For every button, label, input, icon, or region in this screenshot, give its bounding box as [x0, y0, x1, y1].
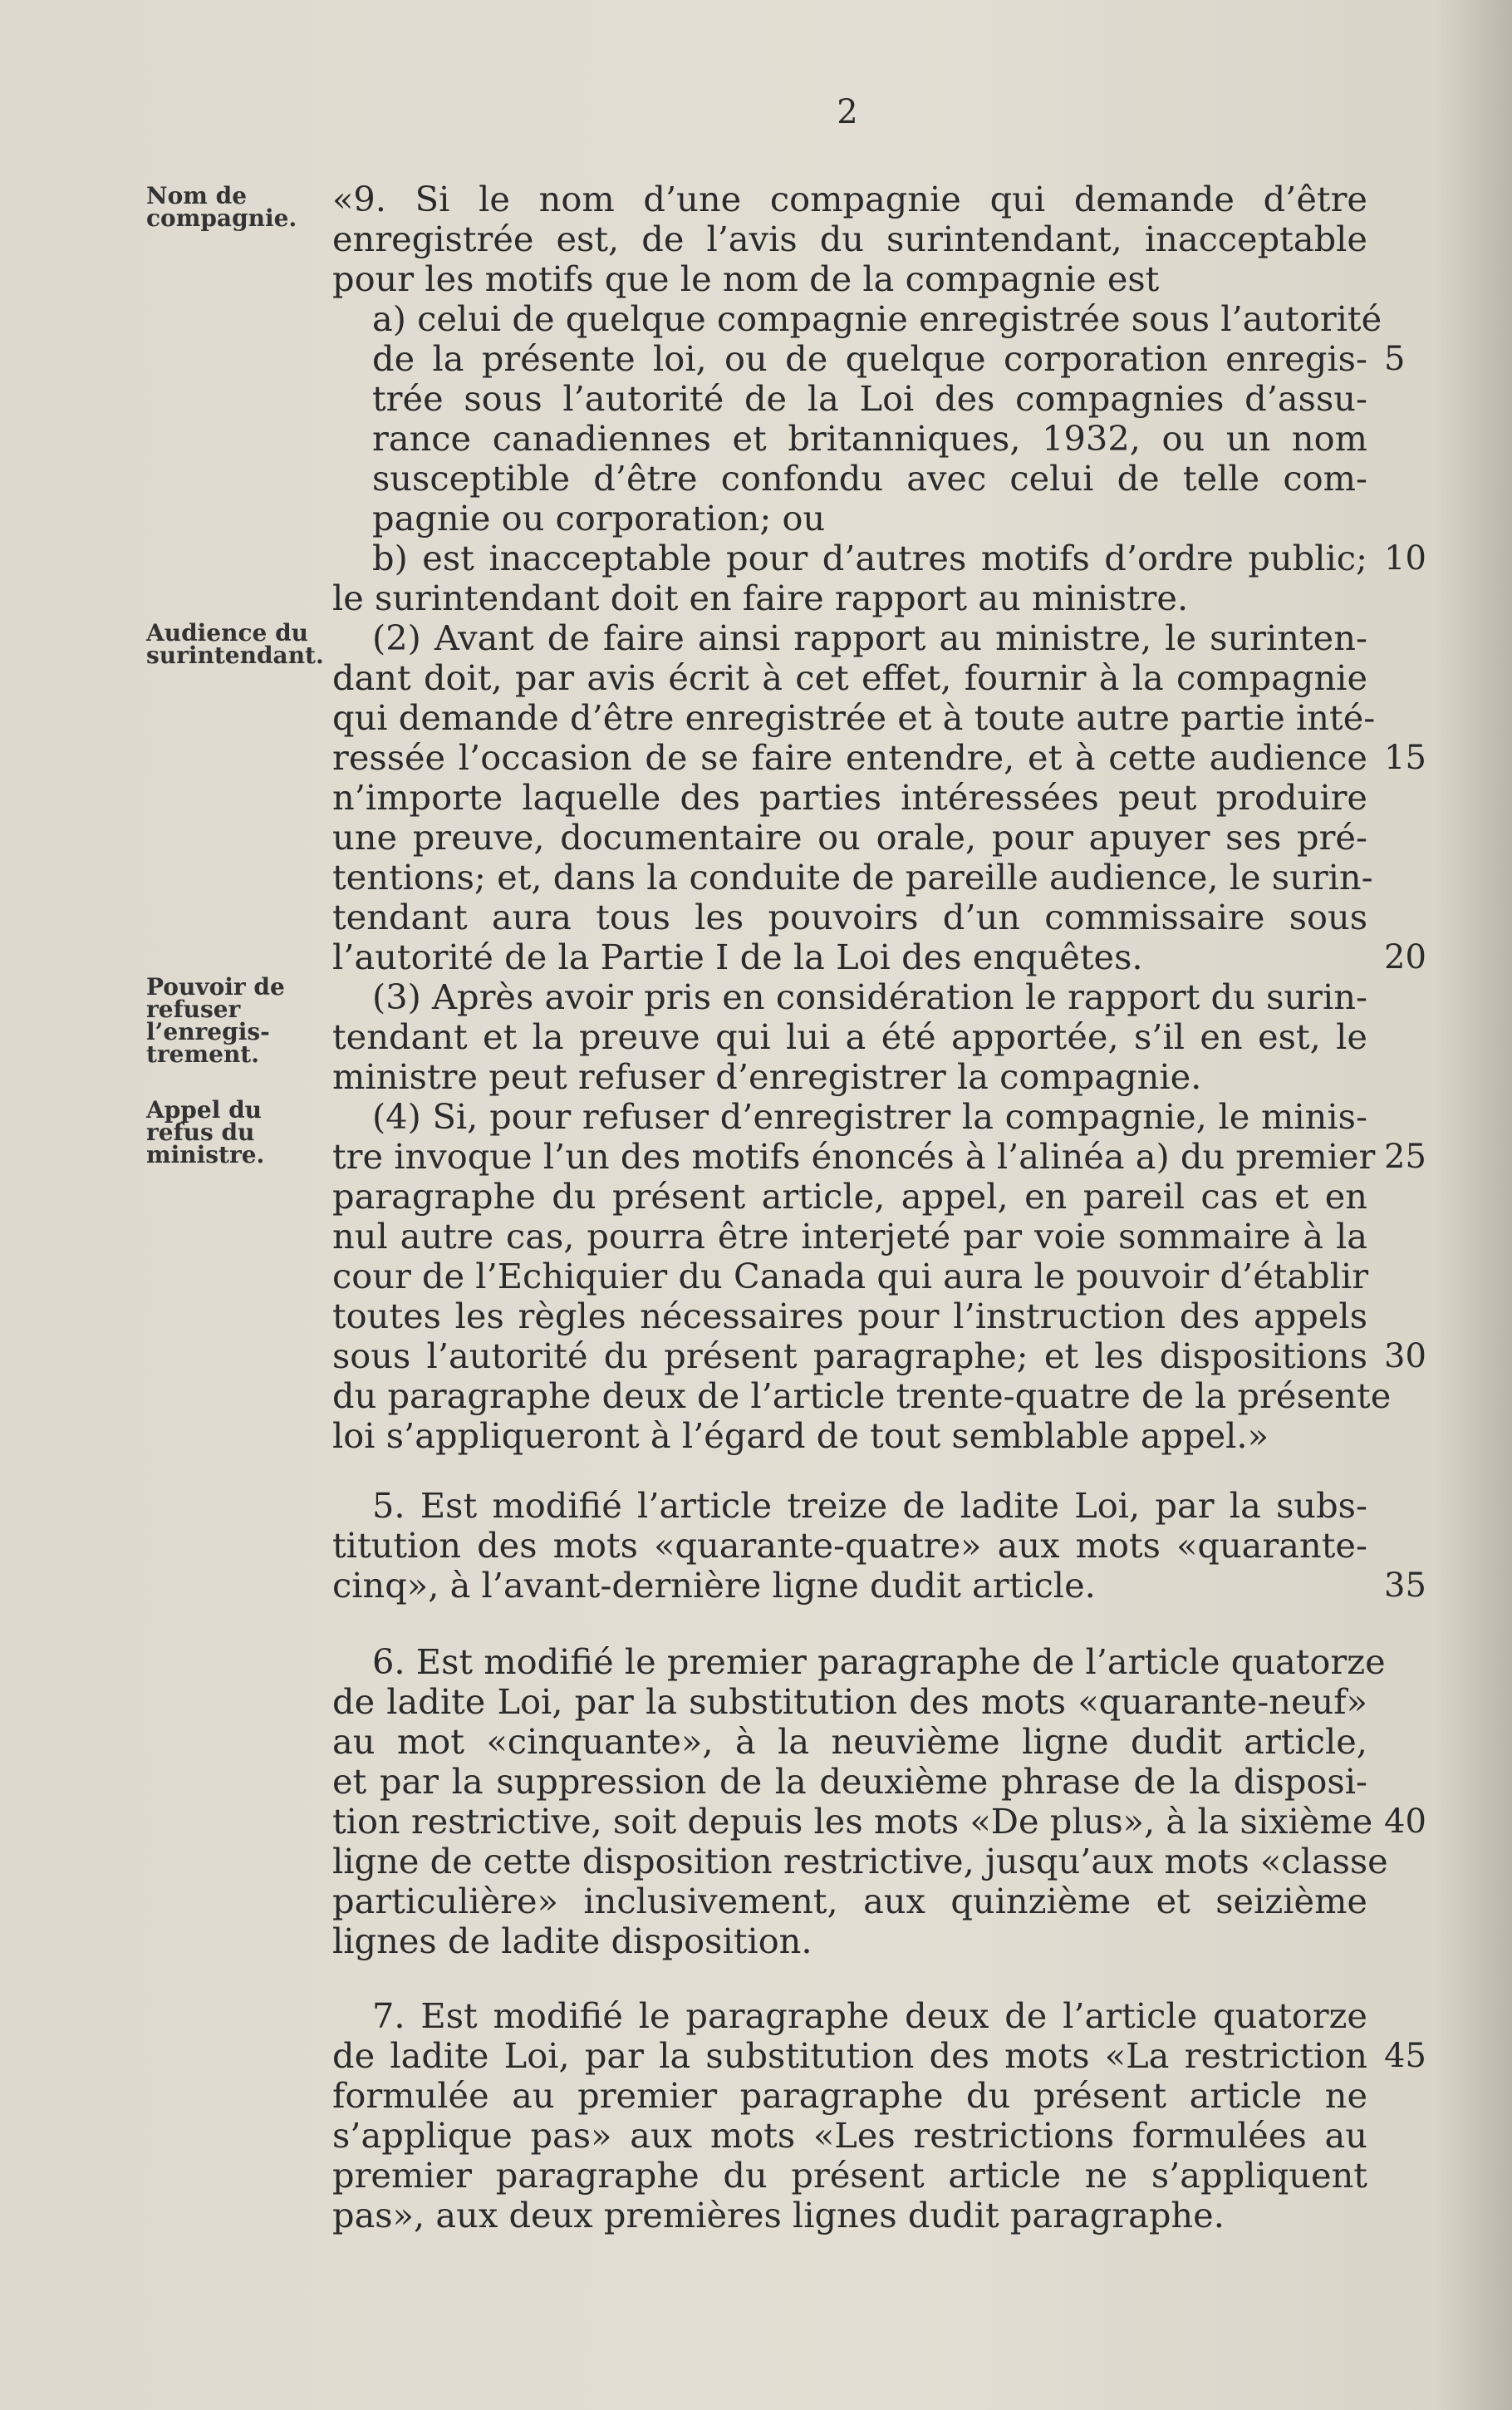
text-line: du paragraphe deux de l’article trente-quatre de la présente	[332, 1375, 1392, 1416]
margin-note-appel	[146, 1096, 312, 1168]
text-line: de ladite Loi, par la substitution des mots «quarante-neuf»	[332, 1681, 1367, 1722]
line-number: 25	[1384, 1138, 1426, 1176]
text-line: cour de l’Echiquier du Canada qui aura le pouvoir d’établir	[332, 1256, 1369, 1296]
text-line: et par la suppression de la deuxième phrase de la disposi-	[332, 1761, 1367, 1802]
text-line: tendant aura tous les pouvoirs d’un commissaire sous	[332, 897, 1367, 937]
text-line: tendant et la preuve qui lui a été apportée, s’il en est, le	[332, 1016, 1367, 1057]
text-line: sous l’autorité du présent paragraphe; et les dispositions	[332, 1335, 1367, 1376]
text-line: formulée au premier paragraphe du présent article ne	[332, 2075, 1367, 2116]
text-line: de ladite Loi, par la substitution des mots «La restriction	[332, 2035, 1367, 2076]
text-line: titution des mots «quarante-quatre» aux mots «quarante-	[332, 1525, 1367, 1566]
text-line: pas», aux deux premières lignes dudit paragraphe.	[332, 2195, 1225, 2235]
text-line: (2) Avant de faire ainsi rapport au ministre, le surinten-	[372, 617, 1367, 658]
text-line: s’applique pas» aux mots «Les restrictions formulées au	[332, 2115, 1367, 2156]
line-number: 45	[1384, 2037, 1426, 2075]
margin-note-line: trement.	[146, 1040, 259, 1068]
page-number: 2	[837, 93, 858, 131]
line-number: 30	[1384, 1337, 1426, 1375]
margin-note-line: l’enregis-	[146, 1018, 270, 1045]
text-line: 6. Est modifié le premier paragraphe de l’article quatorze	[372, 1641, 1386, 1682]
text-line: (3) Après avoir pris en considération le rapport du surin-	[372, 976, 1367, 1017]
text-line: de la présente loi, ou de quelque corporation enregis-	[372, 338, 1367, 379]
text-line: dant doit, par avis écrit à cet effet, fournir à la compagnie	[332, 657, 1367, 698]
margin-note-pouvoir	[146, 973, 312, 1068]
text-line: ministre peut refuser d’enregistrer la compagnie.	[332, 1056, 1202, 1097]
margin-note-line: Nom de	[146, 182, 248, 209]
text-line: trée sous l’autorité de la Loi des compagnies d’assu-	[372, 378, 1367, 419]
margin-note-line: refuser	[146, 996, 241, 1023]
line-number: 40	[1384, 1803, 1426, 1841]
text-line: a) celui de quelque compagnie enregistrée sous l’autorité	[372, 298, 1382, 339]
text-line: (4) Si, pour refuser d’enregistrer la compagnie, le minis-	[372, 1096, 1367, 1137]
text-line: loi s’appliqueront à l’égard de tout semblable appel.»	[332, 1415, 1269, 1456]
text-line: premier paragraphe du présent article ne s’appliquent	[332, 2155, 1367, 2196]
text-line: pour les motifs que le nom de la compagnie est	[332, 258, 1160, 299]
text-line: une preuve, documentaire ou orale, pour apuyer ses pré-	[332, 817, 1367, 858]
margin-note-line: Appel du	[146, 1096, 263, 1124]
text-line: au mot «cinquante», à la neuvième ligne dudit article,	[332, 1721, 1367, 1762]
text-line: 5. Est modifié l’article treize de ladite Loi, par la subs-	[372, 1485, 1367, 1526]
margin-note-line: Pouvoir de	[146, 973, 285, 1001]
text-line: particulière» inclusivement, aux quinzième et seizième	[332, 1881, 1367, 1921]
line-number: 20	[1384, 938, 1426, 976]
margin-note-nom-compagnie	[146, 182, 312, 232]
text-line: tre invoque l’un des motifs énoncés à l’alinéa a) du premier	[332, 1136, 1376, 1177]
text-line: qui demande d’être enregistrée et à toute autre partie inté-	[332, 697, 1376, 738]
text-line: tentions; et, dans la conduite de pareille audience, le surin-	[332, 857, 1373, 898]
text-line: ligne de cette disposition restrictive, jusqu’aux mots «classe	[332, 1841, 1388, 1881]
margin-note-audience	[146, 619, 324, 669]
margin-note-line: Audience du	[146, 619, 309, 647]
text-line: cinq», à l’avant-dernière ligne dudit article.	[332, 1565, 1096, 1606]
text-line: toutes les règles nécessaires pour l’instruction des appels	[332, 1296, 1367, 1336]
line-number: 10	[1384, 539, 1426, 578]
text-line: ressée l’occasion de se faire entendre, et à cette audience	[332, 737, 1367, 778]
text-line: l’autorité de la Partie I de la Loi des enquêtes.	[332, 937, 1143, 977]
text-line: pagnie ou corporation; ou	[372, 498, 826, 539]
text-line: 7. Est modifié le paragraphe deux de l’article quatorze	[372, 1995, 1367, 2036]
text-line: tion restrictive, soit depuis les mots «De plus», à la sixième	[332, 1801, 1373, 1842]
text-line: nul autre cas, pourra être interjeté par voie sommaire à la	[332, 1216, 1367, 1257]
margin-note-line: surintendant.	[146, 642, 324, 669]
text-line: paragraphe du présent article, appel, en pareil cas et en	[332, 1176, 1367, 1217]
text-line: b) est inacceptable pour d’autres motifs d’ordre public;	[372, 538, 1367, 578]
line-number: 35	[1384, 1566, 1426, 1605]
text-line: enregistrée est, de l’avis du surintendant, inacceptable	[332, 219, 1367, 259]
text-line: susceptible d’être confondu avec celui de telle com-	[372, 458, 1367, 499]
text-line: le surintendant doit en faire rapport au ministre.	[332, 578, 1189, 618]
margin-note-line: ministre.	[146, 1141, 265, 1168]
line-number: 15	[1384, 739, 1426, 777]
margin-note-line: compagnie.	[146, 204, 297, 232]
text-line: lignes de ladite disposition.	[332, 1921, 812, 1961]
line-number: 5	[1384, 340, 1406, 378]
margin-note-line: refus du	[146, 1119, 255, 1146]
text-line: rance canadiennes et britanniques, 1932, ou un nom	[372, 418, 1367, 459]
text-line: n’importe laquelle des parties intéressées peut produire	[332, 777, 1367, 818]
text-line: «9. Si le nom d’une compagnie qui demande d’être	[332, 179, 1367, 219]
